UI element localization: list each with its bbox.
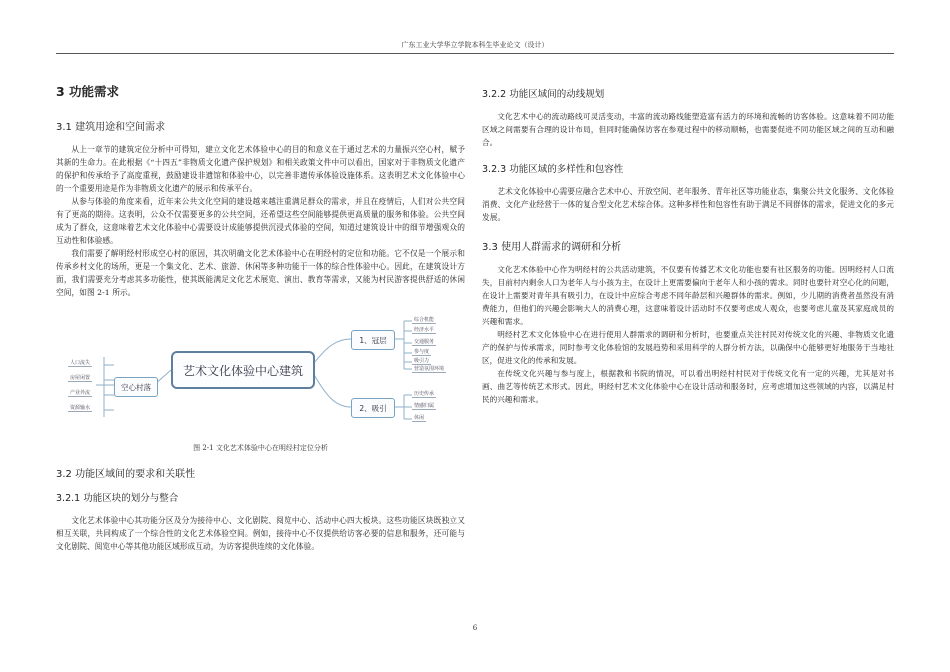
section-3-2-title: 3.2 功能区域间的要求和关联性 xyxy=(56,469,196,480)
left-column xyxy=(56,64,465,553)
section-3-2-2-title: 3.2.2 功能区域间的动线规划 xyxy=(482,89,605,100)
section-3-2-1-title: 3.2.1 功能区块的划分与整合 xyxy=(56,493,179,504)
section-3-title: 3 功能需求 xyxy=(56,84,120,99)
page-number: 6 xyxy=(472,624,478,632)
paragraph: 文化艺术体验中心作为明经村的公共活动建筑，不仅要有传播艺术文化功能也要有社区服务的功能。因明经村人口流失，目前村内剩余人口为老年人与小孩为主，在设计上更需要偏向于老年人和小孩的需求。同时也要针对空心化的问题，在设计上需要对青年具有吸引力，在设计中应综合考虑不同年龄层和兴趣群体的需求。例如，少儿期的消费者虽然没有消费能力，但他们的兴趣会影响大人的消费心理，这意味着设计活动时不仅要考虑成人观众，也要考虑儿童及其家庭成员的兴趣和需求。 xyxy=(482,265,894,326)
paragraph: 从参与体验的角度来看，近年来公共文化空间的建设越来越注重满足群众的需求，并且在疫情后，人们对公共空间有了更高的期待。这表明，公众不仅需要更多的公共空间，还希望这些空间能够提供更高质量的服务和体验。公共空间成为了群众，这意味着艺术文化体验中心需要设计成能够提供沉浸式体验的空间，知道过建筑设计中的细节增强观众的互动性和体验感。 xyxy=(56,197,465,245)
branch-item: 吸引力 xyxy=(414,358,430,364)
section-3-3-title: 3.3 使用人群需求的调研和分析 xyxy=(482,242,622,253)
paragraph: 文化艺术体验中心其功能分区及分为接待中心、文化剧院、阅览中心、活动中心四大板块。这些功能区块既独立又相互关联，共同构成了一个综合性的文化艺术体验空间。例如，接待中心不仅提供给访客必要的信息和服务，还可能与文化剧院、阅览中心等其他功能区域形成互动，为访客提供连续的文化体验。 xyxy=(56,516,465,551)
running-header: 广东工业大学华立学院本科生毕业论文（设计） xyxy=(56,40,894,54)
branch-item: 参与度 xyxy=(414,349,430,355)
left-item: 房屋闲置 xyxy=(70,375,91,381)
section-3-2-3-title: 3.2.3 功能区域的多样性和包容性 xyxy=(482,164,624,175)
paragraph: 我们需要了解明经村形成空心村的原因，其次明确文化艺术体验中心在明经村的定位和功能。它不仅是一个展示和传承乡村文化的场所，更是一个集文化、艺术、旅游、休闲等多种功能于一体的综合性体验中心。因此，在建筑设计方面，我们需要充分考虑其多功能性，使其既能满足文化艺术展览、演出、教育等需求，又能为村民游客提供舒适的休闲空间，如图 2-1 所示。 xyxy=(56,249,465,297)
village-node: 空心村落 xyxy=(114,377,158,397)
branch-item: 休闲 xyxy=(414,415,425,421)
mind-map-figure xyxy=(56,307,465,437)
branch-item: 综合机能 xyxy=(414,317,435,323)
branch-node-2: 2、吸引 xyxy=(351,398,395,418)
paragraph: 艺术文化体验中心需要应融合艺术中心、开放空间、老年服务、青年社区等功能业态，集聚公共文化服务、文化体验消费、文化产业经营于一体的复合型文化艺术综合体。这种多样性和包容性有助于满足不同群体的需求，促进文化的多元发展。 xyxy=(482,187,894,222)
paragraph: 在传统文化兴趣与参与度上，根据教和书院的情况，可以看出明经村村民对于传统文化有一定的兴趣，尤其是对书画、曲艺等传统艺术形式。因此，明经村艺术文化体验中心在设计活动和服务时，应考虑增加这些领域的内容，以满足村民的兴趣和需求。 xyxy=(482,369,894,404)
branch-item: 历史传承 xyxy=(414,391,435,397)
branch-item: 情感归属 xyxy=(414,403,435,409)
left-item: 人口流失 xyxy=(70,360,91,366)
right-column xyxy=(482,78,894,406)
branch-item: 交通服务 xyxy=(414,339,435,345)
figure-caption: 图 2-1 文化艺术体验中心在明经村定位分析 xyxy=(193,444,328,452)
paragraph: 明经村艺术文化体验中心在进行使用人群需求的调研和分析时，也要重点关注村民对传统文化的兴趣、非物质文化遗产的保护与传承需求，同时参考文化体验馆的发展趋势和采用科学的人群分析方法，以确保中心能够更好地服务于当地社区，促进文化的传承和发展。 xyxy=(482,330,894,365)
branch-item: 营造氛围环境 xyxy=(414,366,445,372)
center-node: 艺术文化体验中心建筑 xyxy=(171,351,315,389)
paragraph: 文化艺术中心的流动路线可灵活变动，丰富的流动路线能塑造富有活力的环境和流畅的访客体验。这意味着不同功能区域之间需要有合理的设计布局，但同时能确保访客在参观过程中的移动顺畅，也需要促进不同功能区域之间的互动和融合。 xyxy=(482,112,894,147)
branch-item: 经济水平 xyxy=(414,327,435,333)
branch-node-1: 1、冠层 xyxy=(351,330,395,350)
section-3-1-title: 3.1 建筑用途和空间需求 xyxy=(56,122,166,133)
left-item: 资源输水 xyxy=(70,405,91,411)
paragraph: 从上一章节的建筑定位分析中可得知，建立文化艺术体验中心的目的和意义在于通过艺术的力量振兴空心村，赋予其新的生命力。在此根据《“十四五”非物质文化遗产保护规划》和相关政策文件中可以看出，国家对于非物质文化遗产的保护和传承给予了高度重视，鼓励建设非遗馆和体验中心，以完善非遗传承体验设施体系。这表明艺术文化体验中心的一个重要用途是作为非物质文化遗产的展示和传承平台。 xyxy=(56,145,465,193)
left-item: 产业外流 xyxy=(70,390,91,396)
